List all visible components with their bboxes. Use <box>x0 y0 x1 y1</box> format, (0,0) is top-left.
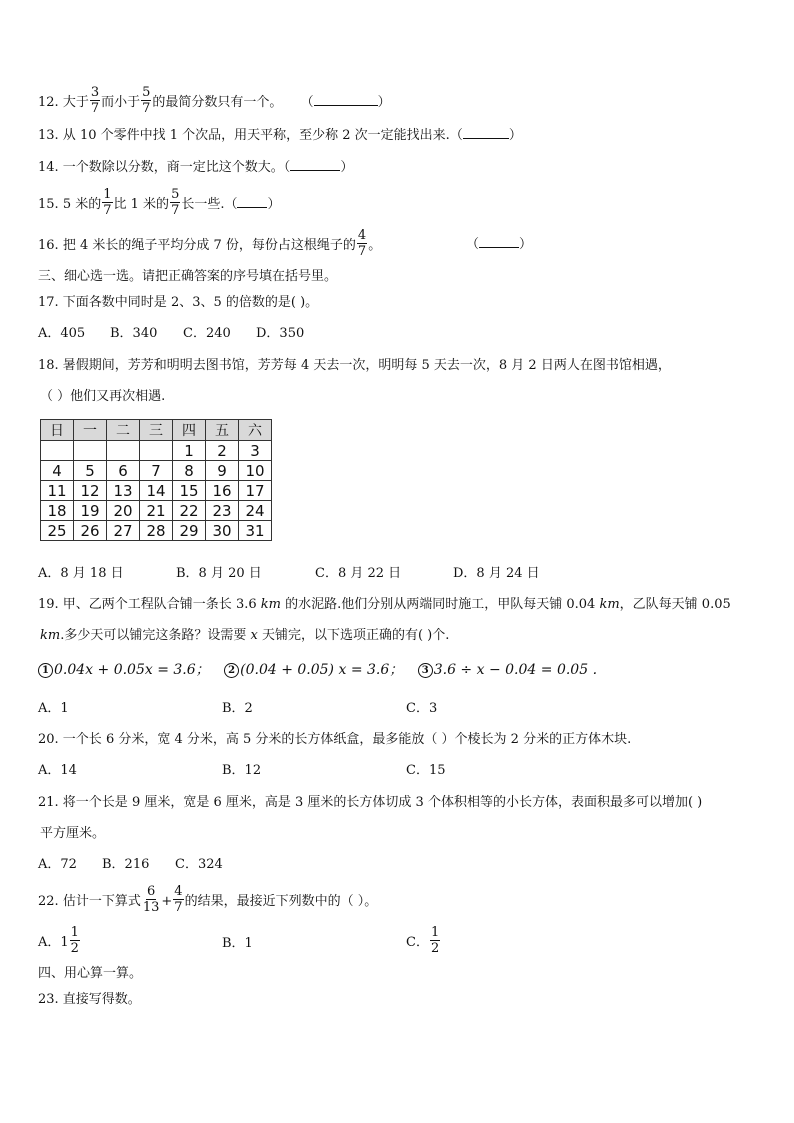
question-19-line1 <box>38 593 731 612</box>
question-15-post: 长一些.（ <box>181 197 238 212</box>
question-16-number: 16. <box>38 238 59 253</box>
question-19-text-a: 19. 甲、乙两个工程队合铺一条长 3.6 <box>38 597 261 612</box>
calendar-cell: 15 <box>173 481 206 501</box>
section-4-heading: 四、用心算一算。 <box>38 966 143 981</box>
calendar-header-mon: 一 <box>74 420 107 441</box>
calendar-header-wed: 三 <box>140 420 173 441</box>
question-12-pre: 大于 <box>62 95 89 110</box>
question-16-answer <box>466 233 532 252</box>
calendar-cell: 9 <box>206 461 239 481</box>
option-17-b[interactable]: B．340 <box>110 326 158 341</box>
calendar-header-sun: 日 <box>41 420 74 441</box>
question-16 <box>38 228 382 260</box>
calendar-cell: 20 <box>107 501 140 521</box>
mixed-number-1-1-2 <box>60 925 81 957</box>
fraction-denominator: 7 <box>103 203 112 218</box>
answer-paren-close: ） <box>377 95 391 110</box>
option-17-c[interactable]: C．240 <box>183 326 231 341</box>
fraction-numerator: 6 <box>146 884 156 899</box>
calendar-header-thu: 四 <box>173 420 206 441</box>
question-12-mid: 而小于 <box>101 95 141 110</box>
option-17-d[interactable]: D．350 <box>256 326 305 341</box>
question-14-text: 14. 一个数除以分数，商一定比这个数大。（ <box>38 160 291 175</box>
calendar-cell: 7 <box>140 461 173 481</box>
question-19-text-e: 天铺完，以下选项正确的有( )个. <box>257 628 450 643</box>
unit-km: km <box>40 628 61 643</box>
calendar-cell: 17 <box>239 481 272 501</box>
question-21-line2: 平方厘米。 <box>40 826 106 841</box>
calendar-cell: 27 <box>107 521 140 541</box>
question-19-equations <box>38 659 597 679</box>
calendar-header-tue: 二 <box>107 420 140 441</box>
answer-blank-12[interactable] <box>314 93 378 106</box>
question-21-line1: 21. 将一个长是 9 厘米，宽是 6 厘米，高是 3 厘米的长方体切成 3 个体积相等的小长方体，表面积最多可以增加( ) <box>38 795 703 810</box>
fraction-5-7 <box>141 86 151 115</box>
mixed-whole: 1 <box>60 935 69 950</box>
calendar-cell: 11 <box>41 481 74 501</box>
fraction-denominator: 7 <box>90 101 100 116</box>
fraction-denominator: 7 <box>171 203 180 218</box>
calendar-cell: 23 <box>206 501 239 521</box>
calendar-cell: 4 <box>41 461 74 481</box>
section-3-heading: 三、细心选一选。请把正确答案的序号填在括号里。 <box>38 269 338 284</box>
fraction-numerator: 5 <box>171 187 180 202</box>
fraction-4-7 <box>357 229 367 258</box>
question-22 <box>38 884 378 916</box>
equation-3: 3.6 ÷ x − 0.04 = 0.05 . <box>433 662 598 678</box>
calendar-cell: 5 <box>74 461 107 481</box>
option-22-c[interactable] <box>406 925 441 957</box>
question-12-post: 的最简分数只有一个。 <box>152 95 283 110</box>
calendar-cell <box>107 441 140 461</box>
answer-paren-open: （ <box>466 237 480 252</box>
option-21-b[interactable]: B．216 <box>102 857 150 872</box>
fraction-1-2 <box>430 926 440 955</box>
option-20-c[interactable]: C．15 <box>406 763 446 778</box>
question-15-mid: 比 1 米的 <box>113 197 170 212</box>
fraction-numerator: 1 <box>103 187 112 202</box>
option-22-a[interactable] <box>38 925 81 957</box>
calendar-cell: 6 <box>107 461 140 481</box>
option-19-b[interactable]: B．2 <box>222 701 253 716</box>
calendar-cell: 1 <box>173 441 206 461</box>
calendar-cell <box>41 441 74 461</box>
question-22-post: 的结果，最接近下列数中的（ ）。 <box>184 894 378 909</box>
question-23-text: 23. 直接写得数。 <box>38 992 141 1007</box>
calendar-cell: 14 <box>140 481 173 501</box>
question-16-post: 。 <box>368 238 382 253</box>
unit-km: km <box>599 597 620 612</box>
fraction-3-7 <box>90 86 100 115</box>
fraction-4-7 <box>173 885 183 914</box>
answer-blank-14[interactable] <box>290 158 340 171</box>
question-13-text: 13. 从 10 个零件中找 1 个次品，用天平称，至少称 2 次一定能找出来.（ <box>38 128 463 143</box>
question-22-pre: 估计一下算式 <box>62 894 141 909</box>
option-20-a[interactable]: A．14 <box>38 763 77 778</box>
option-17-a[interactable]: A．405 <box>38 326 86 341</box>
calendar-week-row <box>41 481 272 501</box>
equation-2: (0.04 + 0.05) x = 3.6； <box>240 662 404 678</box>
question-14 <box>38 156 353 175</box>
question-15-pre: 5 米的 <box>62 197 102 212</box>
calendar-header-row <box>41 420 272 441</box>
calendar-cell: 24 <box>239 501 272 521</box>
equation-1: 0.04x + 0.05x = 3.6； <box>54 662 210 678</box>
calendar-cell <box>74 441 107 461</box>
fraction-numerator: 1 <box>70 925 79 940</box>
calendar-cell: 16 <box>206 481 239 501</box>
calendar-week-row <box>41 441 272 461</box>
fraction-numerator: 3 <box>90 85 100 100</box>
question-18-line1: 18. 暑假期间，芳芳和明明去图书馆，芳芳每 4 天去一次，明明每 5 天去一次，8 月 2 日两人在图书馆相遇， <box>38 358 671 373</box>
fraction-numerator: 1 <box>430 925 440 940</box>
calendar-cell: 22 <box>173 501 206 521</box>
fraction-6-13 <box>142 885 161 914</box>
option-22-c-label: C． <box>406 935 429 950</box>
answer-blank-15[interactable] <box>237 195 267 208</box>
calendar-cell <box>140 441 173 461</box>
calendar-week-row <box>41 521 272 541</box>
option-21-c[interactable]: C．324 <box>175 857 223 872</box>
fraction-1-7 <box>102 188 112 217</box>
question-19-text-c: ，乙队每天铺 0.05 <box>619 597 731 612</box>
fraction-denominator: 13 <box>142 900 160 915</box>
answer-paren-close: ） <box>519 237 533 252</box>
calendar-cell: 28 <box>140 521 173 541</box>
option-18-a[interactable]: A．8 月 18 日 <box>38 566 124 581</box>
calendar-cell: 13 <box>107 481 140 501</box>
calendar-cell: 8 <box>173 461 206 481</box>
calendar-cell: 29 <box>173 521 206 541</box>
fraction-denominator: 7 <box>357 244 367 259</box>
calendar-cell: 12 <box>74 481 107 501</box>
circled-number-icon: 1 <box>38 663 53 678</box>
answer-blank-16[interactable] <box>479 235 519 248</box>
calendar-cell: 21 <box>140 501 173 521</box>
option-18-c[interactable]: C．8 月 22 日 <box>315 566 402 581</box>
circled-number-icon: 3 <box>418 663 433 678</box>
option-22-b[interactable]: B．1 <box>222 936 253 951</box>
calendar-cell: 26 <box>74 521 107 541</box>
option-21-a[interactable]: A．72 <box>38 857 77 872</box>
answer-paren-close: ） <box>340 160 354 175</box>
question-16-pre: 把 4 米长的绳子平均分成 7 份，每份占这根绳子的 <box>62 238 356 253</box>
question-17-text: 17. 下面各数中同时是 2、3、5 的倍数的是( )。 <box>38 295 319 310</box>
question-19-line2 <box>40 624 449 643</box>
fraction-denominator: 7 <box>142 101 151 116</box>
calendar-table <box>40 419 272 541</box>
question-12 <box>38 85 391 117</box>
question-15-number: 15. <box>38 197 59 212</box>
option-22-a-label: A． <box>38 935 61 950</box>
calendar-cell: 18 <box>41 501 74 521</box>
calendar-header-sat: 六 <box>239 420 272 441</box>
fraction-numerator: 4 <box>357 228 367 243</box>
calendar-cell: 31 <box>239 521 272 541</box>
calendar-cell: 3 <box>239 441 272 461</box>
question-20-text: 20. 一个长 6 分米，宽 4 分米，高 5 分米的长方体纸盒，最多能放（ ）个棱长为 2 分米的正方体木块. <box>38 732 632 747</box>
calendar-cell: 10 <box>239 461 272 481</box>
calendar-cell: 19 <box>74 501 107 521</box>
fraction-numerator: 4 <box>174 884 183 899</box>
option-18-b[interactable]: B．8 月 20 日 <box>176 566 262 581</box>
question-12-number: 12. <box>38 95 59 110</box>
fraction-1-2 <box>70 926 80 955</box>
circled-number-icon: 2 <box>224 663 239 678</box>
answer-paren-close: ） <box>508 128 522 143</box>
question-18-line2: （ ）他们又再次相遇. <box>40 389 166 404</box>
answer-paren-open: （ <box>300 95 314 110</box>
fraction-5-7 <box>170 188 180 217</box>
fraction-denominator: 2 <box>70 941 79 956</box>
option-19-c[interactable]: C．3 <box>406 701 438 716</box>
question-19-text-b: 的水泥路.他们分别从两端同时施工，甲队每天铺 0.04 <box>280 597 600 612</box>
option-20-b[interactable]: B．12 <box>222 763 262 778</box>
variable-x: x <box>250 628 258 643</box>
fraction-numerator: 5 <box>142 85 151 100</box>
question-15 <box>38 187 281 219</box>
calendar-week-row <box>41 461 272 481</box>
fraction-denominator: 7 <box>174 900 183 915</box>
calendar-week-row <box>41 501 272 521</box>
fraction-denominator: 2 <box>430 941 440 956</box>
option-19-a[interactable]: A．1 <box>38 701 69 716</box>
plus-sign: + <box>161 894 173 909</box>
question-13 <box>38 124 522 143</box>
option-18-d[interactable]: D．8 月 24 日 <box>453 566 540 581</box>
question-22-number: 22. <box>38 894 59 909</box>
unit-km: km <box>260 597 281 612</box>
answer-blank-13[interactable] <box>463 126 509 139</box>
calendar-cell: 25 <box>41 521 74 541</box>
question-19-text-d: .多少天可以铺完这条路？设需要 <box>60 628 251 643</box>
calendar-cell: 2 <box>206 441 239 461</box>
calendar-header-fri: 五 <box>206 420 239 441</box>
answer-paren-close: ） <box>267 197 281 212</box>
calendar-cell: 30 <box>206 521 239 541</box>
